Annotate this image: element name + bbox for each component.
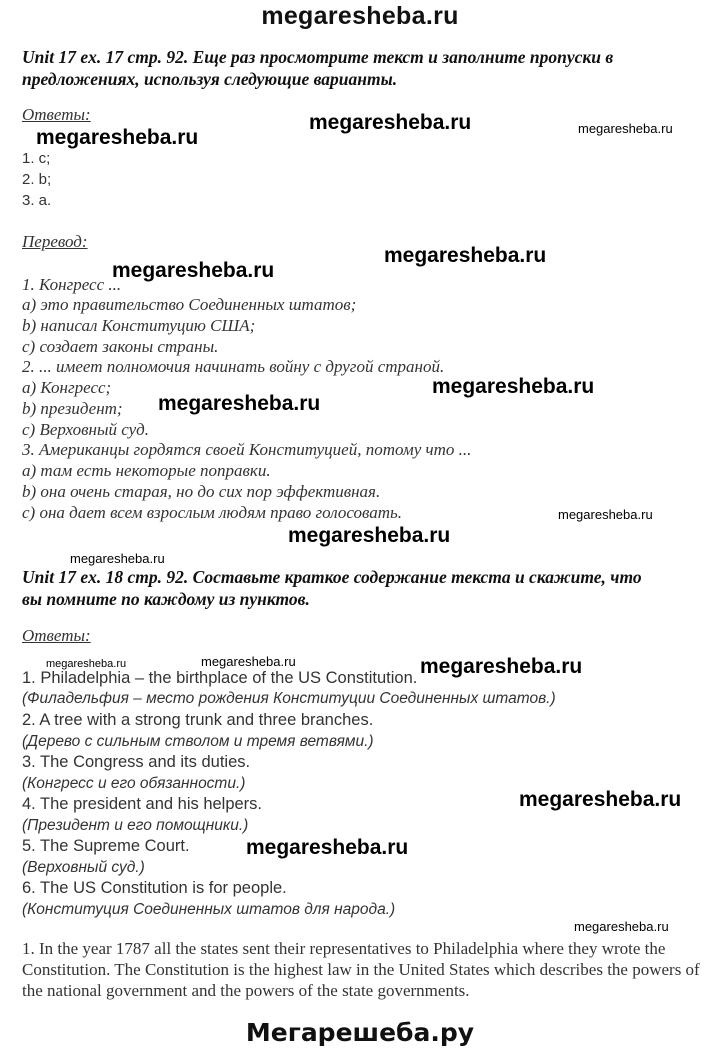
exercise-18-heading: Unit 17 ex. 18 стр. 92. Составьте краткое содержание текста и скажите, что вы помните по каждому из пунктов. — [22, 567, 642, 609]
watermark: megaresheba.ru — [46, 658, 127, 670]
summary-item-en: 4. The president and his helpers. — [22, 795, 263, 813]
translation-line: b) написал Конституцию США; — [22, 316, 256, 335]
summary-item-ru: (Верховный суд.) — [22, 859, 145, 876]
translation-line: 2. ... имеет полномочия начинать войну с другой страной. — [22, 357, 445, 376]
summary-item-ru: (Дерево с сильным стволом и тремя ветвями.) — [22, 733, 374, 750]
summary-item-ru: (Филадельфия – место рождения Конституции Соединенных штатов.) — [22, 690, 556, 707]
translation-line: b) она очень старая, но до сих пор эффективная. — [22, 482, 381, 501]
translation-label: Перевод: — [22, 232, 88, 251]
watermark: megaresheba.ru — [384, 244, 547, 267]
translation-line: a) Конгресс; — [22, 378, 112, 397]
summary-item-en: 2. A tree with a strong trunk and three branches. — [22, 711, 374, 729]
watermark: megaresheba.ru — [574, 919, 669, 934]
summary-item-ru: (Президент и его помощники.) — [22, 817, 249, 834]
watermark: megaresheba.ru — [432, 375, 595, 398]
summary-item-en: 3. The Congress and its duties. — [22, 753, 251, 771]
watermark: megaresheba.ru — [288, 524, 451, 547]
answers-label-17: Ответы: — [22, 105, 91, 124]
watermark: megaresheba.ru — [246, 836, 409, 859]
watermark: megaresheba.ru — [519, 788, 682, 811]
translation-line: c) создает законы страны. — [22, 337, 219, 356]
summary-item-ru: (Конгресс и его обязанности.) — [22, 775, 246, 792]
site-title-top: megaresheba.ru — [261, 2, 459, 30]
translation-line: c) Верховный суд. — [22, 420, 150, 439]
watermark: megaresheba.ru — [578, 121, 673, 136]
watermark: megaresheba.ru — [420, 655, 583, 678]
watermark: megaresheba.ru — [112, 259, 275, 282]
summary-paragraph: 1. In the year 1787 all the states sent their representatives to Philadelphia where they wrote the Constitution. The Constitution is the highest law in the United States which describes the powers of the national government and the powers of the state governments. — [22, 939, 700, 1000]
watermark: megaresheba.ru — [558, 507, 653, 522]
summary-item-en: 5. The Supreme Court. — [22, 837, 190, 855]
site-title-bottom: Мегарешеба.ру — [245, 1018, 475, 1047]
translation-line: b) президент; — [22, 399, 123, 418]
translation-line: a) это правительство Соединенных штатов; — [22, 295, 357, 314]
watermark: megaresheba.ru — [70, 551, 165, 566]
answer-1: 1. c; — [22, 150, 51, 167]
summary-item-en: 6. The US Constitution is for people. — [22, 879, 287, 897]
summary-item-en: 1. Philadelphia – the birthplace of the US Constitution. — [22, 669, 418, 687]
translation-line: a) там есть некоторые поправки. — [22, 461, 271, 480]
answer-2: 2. b; — [22, 171, 52, 188]
translation-line: 3. Американцы гордятся своей Конституцией, потому что ... — [22, 440, 472, 459]
watermark: megaresheba.ru — [201, 654, 296, 669]
translation-line: 1. Конгресс ... — [22, 275, 122, 294]
summary-item-ru: (Конституция Соединенных штатов для народа.) — [22, 901, 396, 918]
exercise-17-heading: Unit 17 ex. 17 стр. 92. Еще раз просмотрите текст и заполните пропуски в предложениях, используя следующие варианты. — [22, 47, 614, 89]
watermark: megaresheba.ru — [36, 126, 199, 149]
watermark: megaresheba.ru — [158, 392, 321, 415]
watermark: megaresheba.ru — [309, 111, 472, 134]
answer-3: 3. a. — [22, 192, 52, 209]
translation-line: c) она дает всем взрослым людям право голосовать. — [22, 503, 403, 522]
answers-label-18: Ответы: — [22, 626, 91, 645]
